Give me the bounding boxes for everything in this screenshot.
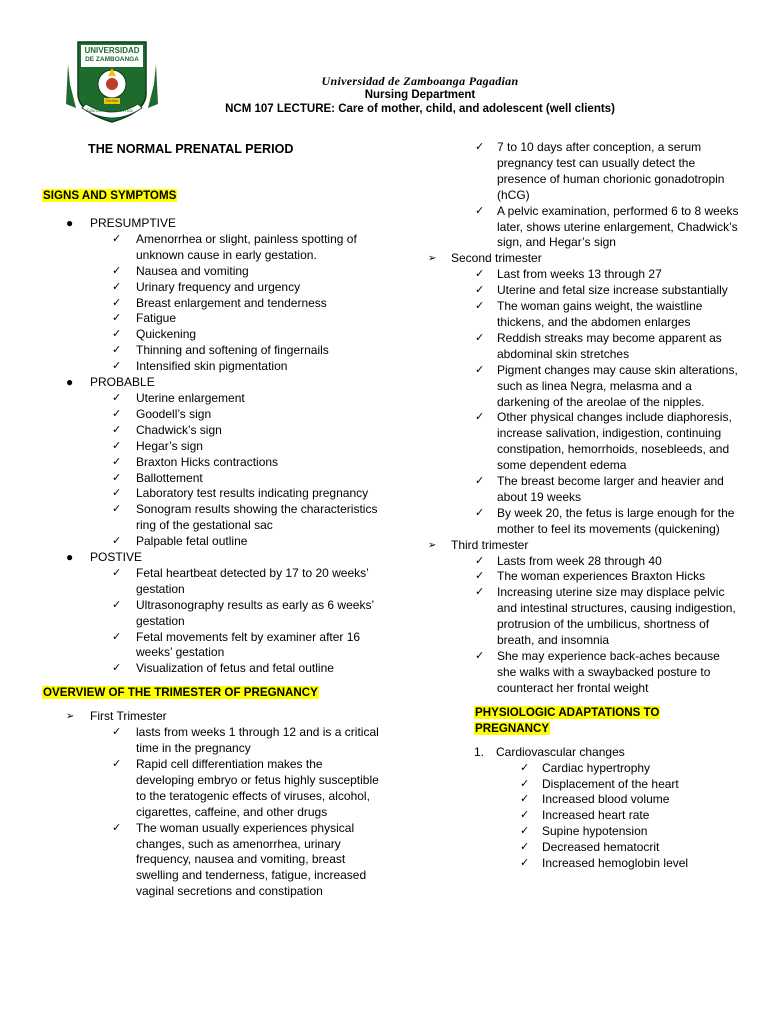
list-item: ✓ Lasts from week 28 through 40 xyxy=(475,553,662,568)
list-item: ✓ The breast become larger and heavier and about 19 weeks xyxy=(475,474,724,504)
list-item: ✓ Increased heart rate xyxy=(520,808,650,823)
check-icon: ✓ xyxy=(112,312,122,325)
check-icon: ✓ xyxy=(520,777,530,790)
overview-heading: OVERVIEW OF THE TRIMESTER OF PREGNANCY xyxy=(43,686,318,700)
list-item: ✓ Pigment changes may cause skin alterations, such as linea Negra, melasma and a darkening of the areolae of the nipples. xyxy=(475,362,738,409)
check-icon: ✓ xyxy=(475,554,485,567)
check-icon: ✓ xyxy=(520,825,530,838)
logo-sub-text: DE ZAMBOANGA xyxy=(85,56,139,63)
list-item: ✓ Quickening xyxy=(112,327,197,342)
list-item: ✓ Last from weeks 13 through 27 xyxy=(475,267,662,282)
list-item: ✓ Laboratory test results indicating pregnancy xyxy=(112,486,369,501)
list-item: ✓ Increasing uterine size may displace pelvic and intestinal structures, causing indigestion, protrusion of the umbilicus, shortness of breath, and insomnia xyxy=(475,585,736,648)
course-title: NCM 107 LECTURE: Care of mother, child, and adolescent (well clients) xyxy=(225,103,615,115)
list-item: ✓ Goodell’s sign xyxy=(112,406,212,421)
list-item: ✓ Intensified skin pigmentation xyxy=(112,359,288,374)
check-icon: ✓ xyxy=(112,503,122,516)
check-icon: ✓ xyxy=(112,439,122,452)
list-item: ✓ Uterine enlargement xyxy=(112,390,245,405)
physiologic-heading-line1: PHYSIOLOGIC ADAPTATIONS TO xyxy=(475,705,660,719)
list-item: ✓ Palpable fetal outline xyxy=(112,534,248,549)
list-item: ✓ By week 20, the fetus is large enough for the mother to feel its movements (quickening) xyxy=(475,505,735,536)
check-icon: ✓ xyxy=(112,328,122,341)
list-item: ✓ Ultrasonography results as early as 6 weeks’ gestation xyxy=(112,597,374,628)
list-item: ✓ Uterine and fetal size increase substantially xyxy=(475,283,728,298)
bullet-icon: ● xyxy=(66,375,74,390)
bullet-icon: ● xyxy=(66,550,74,565)
check-icon: ✓ xyxy=(112,566,122,579)
list-item: ✓ lasts from weeks 1 through 12 and is a critical time in the pregnancy xyxy=(112,725,379,756)
positive-item: ● POSTIVE xyxy=(66,550,143,565)
check-icon: ✓ xyxy=(520,809,530,822)
check-icon: ✓ xyxy=(475,363,485,376)
list-item: ✓ Supine hypotension xyxy=(520,824,648,839)
check-icon: ✓ xyxy=(112,264,122,277)
list-item: ✓ Other physical changes include diaphoresis, increase salivation, indigestion, continuing constipation, hemorrhoids, nosebleeds, and some dependent edema xyxy=(475,410,732,473)
logo-banner: Veritas xyxy=(105,98,119,103)
check-icon: ✓ xyxy=(112,487,122,500)
list-item: ✓ Displacement of the heart xyxy=(520,776,679,791)
first-trimester-item: ➢ First Trimester xyxy=(66,709,167,724)
arrow-icon: ➢ xyxy=(428,539,437,551)
list-item: ✓ Breast enlargement and tenderness xyxy=(112,295,327,310)
list-item: ✓ Chadwick’s sign xyxy=(112,422,222,437)
list-item: ✓ Fatigue xyxy=(112,311,177,326)
list-item: ✓ Braxton Hicks contractions xyxy=(112,454,279,469)
list-item: ✓ Decreased hematocrit xyxy=(520,840,660,855)
logo-motto-right: Libertas xyxy=(116,109,133,114)
list-item: ✓ Fetal heartbeat detected by 17 to 20 weeks’ gestation xyxy=(112,565,369,596)
check-icon: ✓ xyxy=(475,475,485,488)
check-icon: ✓ xyxy=(112,455,122,468)
list-item: ✓ Urinary frequency and urgency xyxy=(112,279,301,294)
check-icon: ✓ xyxy=(475,268,485,281)
university-name: Universidad de Zamboanga Pagadian xyxy=(321,74,519,88)
list-item: ✓ Amenorrhea or slight, painless spotting of unknown cause in early gestation. xyxy=(112,231,357,262)
check-icon: ✓ xyxy=(112,726,122,739)
cardio-item: 1. Cardiovascular changes xyxy=(474,744,625,759)
list-item: ✓ Nausea and vomiting xyxy=(112,263,249,278)
check-icon: ✓ xyxy=(112,630,122,643)
department-name: Nursing Department xyxy=(364,89,476,101)
list-item: ✓ The woman usually experiences physical changes, such as amenorrhea, urinary frequency, nausea and vomiting, breast swelling and tenderness, fatigue, increased vaginal secretions and constipation xyxy=(112,820,367,899)
list-item: ✓ The woman experiences Braxton Hicks xyxy=(475,569,706,584)
list-item: ✓ A pelvic examination, performed 6 to 8 weeks later, shows uterine enlargement, Chadwick’s sign, and Hegar’s sign xyxy=(475,203,739,250)
list-item: ✓ Hegar’s sign xyxy=(112,438,203,453)
check-icon: ✓ xyxy=(112,758,122,770)
check-icon: ✓ xyxy=(112,598,122,611)
presumptive-item: ● PRESUMPTIVE xyxy=(66,216,177,230)
check-icon: ✓ xyxy=(475,331,485,344)
physiologic-heading-line2: PREGNANCY xyxy=(475,721,550,735)
list-item: ✓ Fetal movements felt by examiner after 16 weeks’ gestation xyxy=(112,629,361,660)
signs-heading: SIGNS AND SYMPTOMS xyxy=(43,189,177,202)
right-column xyxy=(420,140,740,872)
second-trimester-item: ➢ Second trimester xyxy=(428,251,542,266)
logo-top-text: UNIVERSIDAD xyxy=(84,46,140,55)
check-icon: ✓ xyxy=(475,300,485,313)
page-title: THE NORMAL PRENATAL PERIOD xyxy=(88,142,294,156)
check-icon: ✓ xyxy=(112,280,122,293)
check-icon: ✓ xyxy=(475,141,485,153)
list-item: ✓ The woman gains weight, the waistline thickens, and the abdomen enlarges xyxy=(475,299,703,329)
check-icon: ✓ xyxy=(112,535,122,548)
list-item: ✓ Ballottement xyxy=(112,470,203,485)
check-icon: ✓ xyxy=(475,506,485,519)
check-icon: ✓ xyxy=(475,586,485,599)
list-item: ✓ Sonogram results showing the characteristics ring of the gestational sac xyxy=(112,502,378,533)
list-number: 1. xyxy=(474,744,485,759)
list-item: ✓ Rapid cell differentiation makes the developing embryo or fetus highly susceptible to the teratogenic effects of viruses, alcohol, cigarettes, caffeine, and other drugs xyxy=(112,757,379,819)
check-icon: ✓ xyxy=(475,411,485,424)
check-icon: ✓ xyxy=(520,841,530,854)
check-icon: ✓ xyxy=(112,407,122,420)
list-item: ✓ Cardiac hypertrophy xyxy=(520,760,651,775)
check-icon: ✓ xyxy=(112,296,122,309)
probable-item: ● PROBABLE xyxy=(66,375,155,390)
check-icon: ✓ xyxy=(112,423,122,436)
check-icon: ✓ xyxy=(112,360,122,373)
check-icon: ✓ xyxy=(475,570,485,583)
list-item: ✓ She may experience back-aches because she walks with a swaybacked posture to counteract her frontal weight xyxy=(475,649,720,695)
document-header xyxy=(160,74,680,116)
arrow-icon: ➢ xyxy=(428,253,437,265)
left-column xyxy=(42,188,382,900)
check-icon: ✓ xyxy=(475,284,485,297)
arrow-icon: ➢ xyxy=(66,711,75,723)
list-item: ✓ Visualization of fetus and fetal outline xyxy=(112,661,334,676)
bullet-icon: ● xyxy=(66,216,74,230)
check-icon: ✓ xyxy=(112,471,122,484)
check-icon: ✓ xyxy=(520,793,530,806)
check-icon: ✓ xyxy=(112,232,122,245)
list-item: ✓ Increased blood volume xyxy=(520,792,670,807)
check-icon: ✓ xyxy=(475,204,485,217)
check-icon: ✓ xyxy=(520,857,530,870)
university-logo xyxy=(64,38,160,124)
list-item: ✓ 7 to 10 days after conception, a serum pregnancy test can usually detect the presence of human chorionic gonadotropin (hCG) xyxy=(475,140,725,202)
check-icon: ✓ xyxy=(475,650,485,662)
check-icon: ✓ xyxy=(520,761,530,774)
list-item: ✓ Reddish streaks may become apparent as abdominal skin stretches xyxy=(475,330,722,361)
check-icon: ✓ xyxy=(112,662,122,675)
check-icon: ✓ xyxy=(112,821,122,834)
check-icon: ✓ xyxy=(112,344,122,357)
list-item: ✓ Increased hemoglobin level xyxy=(520,856,689,871)
check-icon: ✓ xyxy=(112,391,122,404)
list-item: ✓ Thinning and softening of fingernails xyxy=(112,343,329,358)
third-trimester-item: ➢ Third trimester xyxy=(428,537,529,552)
logo-motto-left: Educatio xyxy=(86,109,105,114)
